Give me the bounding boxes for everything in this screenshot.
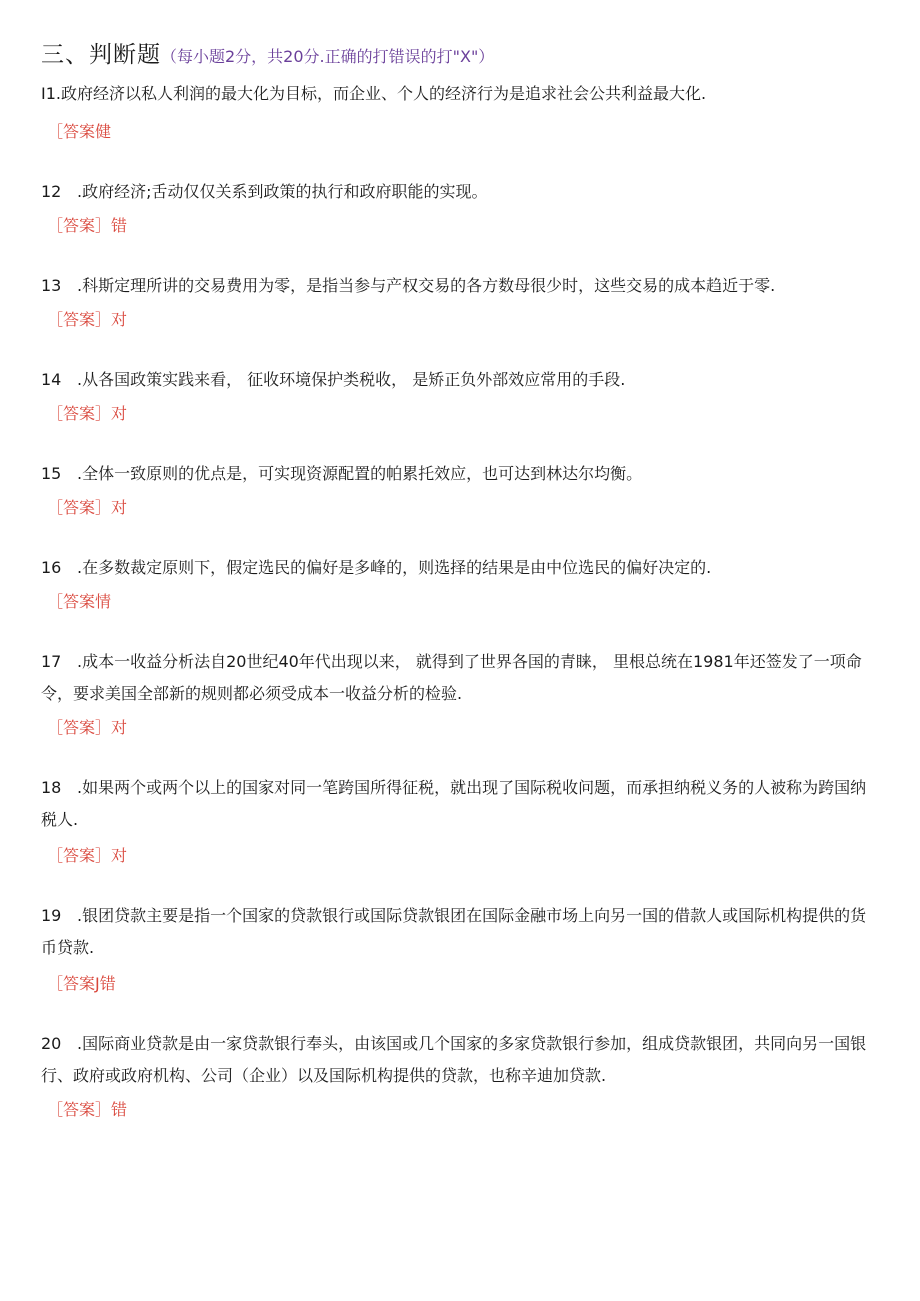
answer-label: ［答案］对 [47,404,128,423]
question-number: 18 [41,778,62,797]
question-item [41,772,876,836]
question-item [41,900,876,964]
question-number: I1 [41,84,56,103]
question-text: .如果两个或两个以上的国家对同一笔跨国所得征税，就出现了国际税收问题，而承担纳税义务的人被称为跨国纳税人. [41,778,867,829]
section-title: 三、判断题 [41,42,161,68]
section-note: （每小题2分，共20分.正确的打错误的打"X"） [161,47,495,66]
question-number: 15 [41,464,62,483]
question-text: .科斯定理所讲的交易费用为零，是指当参与产权交易的各方数母很少时，这些交易的成本趋近于零. [77,276,776,295]
answer-label: ［答案健 [47,122,112,141]
question-text: .政府经济以私人利润的最大化为目标，而企业、个人的经济行为是追求社会公共利益最大化. [55,84,707,103]
question-text: .政府经济;舌动仅仅关系到政策的执行和政府职能的实现。 [77,182,488,201]
question-number: 12 [41,182,62,201]
answer-label: ［答案J错 [47,974,116,993]
question-number: 13 [41,276,62,295]
question-text: .成本一收益分析法自20世纪40年代出现以来， 就得到了世界各国的青睐， 里根总统在1981年还签发了一项命令，要求美国全部新的规则都必须受成本一收益分析的检验. [41,652,862,703]
question-number: 19 [41,906,62,925]
question-number: 14 [41,370,62,389]
question-item [41,1028,876,1092]
answer-label: ［答案］错 [47,1100,128,1119]
answer-label: ［答案情 [47,592,112,611]
question-item [41,176,876,208]
answer-label: ［答案］对 [47,718,128,737]
question-text: .在多数裁定原则下，假定选民的偏好是多峰的，则选择的结果是由中位选民的偏好决定的. [77,558,712,577]
question-item [41,552,876,584]
answer-label: ［答案］错 [47,216,128,235]
answer-label: ［答案］对 [47,846,128,865]
answer-label: ［答案］对 [47,310,128,329]
question-item [41,646,876,710]
question-text: .全体一致原则的优点是，可实现资源配置的帕累托效应，也可达到林达尔均衡。 [77,464,643,483]
section-heading [41,36,494,69]
question-item [41,270,876,302]
question-number: 16 [41,558,62,577]
question-item [41,78,876,110]
question-item [41,364,876,396]
answer-label: ［答案］对 [47,498,128,517]
question-number: 20 [41,1034,62,1053]
question-number: 17 [41,652,62,671]
question-item [41,458,876,490]
question-text: .从各国政策实践来看， 征收环境保护类税收， 是矫正负外部效应常用的手段. [77,370,626,389]
question-text: .银团贷款主要是指一个国家的贷款银行或国际贷款银团在国际金融市场上向另一国的借款人或国际机构提供的货币贷款. [41,906,867,957]
question-text: .国际商业贷款是由一家贷款银行奉头，由该国或几个国家的多家贷款银行参加，组成贷款银团，共同向另一国银行、政府或政府机构、公司（企业）以及国际机构提供的贷款，也称辛迪加贷款. [41,1034,867,1085]
